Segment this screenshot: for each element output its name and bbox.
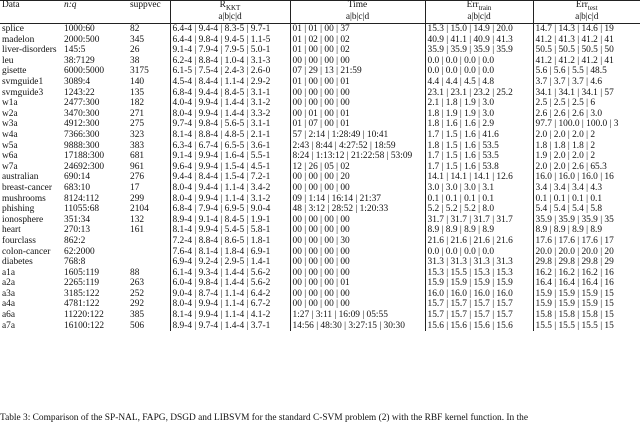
- cell-suppvec: 82: [130, 24, 140, 35]
- cell-nq: 1243:22: [64, 87, 95, 98]
- cell-data: fourclass: [2, 235, 36, 246]
- cell-nq: 38:7129: [64, 55, 95, 66]
- cell-suppvec: 17: [130, 182, 140, 193]
- table-row: [0, 35, 640, 46]
- cell-suppvec: 383: [130, 140, 145, 151]
- cell-err-train: 0.0 | 0.0 | 0.0 | 0.0: [425, 246, 533, 257]
- cell-suppvec: 252: [130, 288, 145, 299]
- cell-rkkt: 6.8-4 | 7.9-4 | 6.9-5 | 9.0-4: [170, 204, 290, 215]
- cell-err-test: 41.2 | 41.2 | 41.2 | 41: [533, 56, 640, 67]
- cell-err-train: 31.7 | 31.7 | 31.7 | 31.7: [425, 215, 533, 226]
- cell-err-train: 1.7 | 1.5 | 1.6 | 53.8: [425, 162, 533, 173]
- table-row: [0, 310, 640, 321]
- cell-err-test: 41.2 | 41.3 | 41.2 | 41: [533, 35, 640, 46]
- cell-time: 00 | 00 | 00 | 00: [290, 257, 425, 268]
- cell-err-test: 0.1 | 0.1 | 0.1 | 0.1: [533, 194, 640, 205]
- header-nq: n:q: [64, 0, 77, 11]
- cell-nq: 11055:68: [64, 204, 100, 215]
- cell-suppvec: 88: [130, 267, 140, 278]
- cell-rkkt: 9.1-4 | 9.9-4 | 1.6-4 | 5.5-1: [170, 151, 290, 162]
- table-row: [0, 246, 640, 257]
- cell-time: 00 | 00 | 00 | 00: [290, 88, 425, 99]
- header-err-test: Err$_{test}$: [533, 0, 640, 11]
- cell-err-train: 5.2 | 5.2 | 5.2 | 8.0: [425, 204, 533, 215]
- cell-err-test: 3.4 | 3.4 | 3.4 | 4.3: [533, 183, 640, 194]
- cell-time: 00 | 00 | 00 | 00: [290, 183, 425, 194]
- cell-err-test: 15.9 | 15.9 | 15.9 | 15: [533, 289, 640, 300]
- cell-nq: 62:2000: [64, 246, 95, 257]
- cell-err-test: 3.7 | 3.7 | 3.7 | 4.6: [533, 77, 640, 88]
- cell-err-train: 15.6 | 15.6 | 15.6 | 15.6: [425, 321, 533, 332]
- cell-rkkt: 6.1-5 | 7.5-4 | 2.4-3 | 2.6-0: [170, 66, 290, 77]
- cell-rkkt: 4.0-4 | 9.9-4 | 1.4-4 | 3.1-2: [170, 98, 290, 109]
- table-row: [0, 257, 640, 268]
- cell-time: 1:27 | 3:11 | 16:09 | 05:55: [290, 310, 425, 321]
- cell-nq: 270:13: [64, 225, 91, 236]
- cell-rkkt: 6.2-4 | 8.8-4 | 1.0-4 | 3.1-3: [170, 56, 290, 67]
- cell-time: 12 | 26 | 05 | 02: [290, 162, 425, 173]
- cell-err-test: 15.9 | 15.9 | 15.9 | 15: [533, 299, 640, 310]
- cell-err-train: 8.9 | 8.9 | 8.9 | 8.9: [425, 225, 533, 236]
- cell-rkkt: 9.4-4 | 8.4-4 | 1.5-4 | 7.2-1: [170, 172, 290, 183]
- cell-err-test: 5.4 | 5.4 | 5.4 | 5.8: [533, 204, 640, 215]
- cell-rkkt: 8.1-4 | 9.9-4 | 1.1-4 | 4.1-2: [170, 310, 290, 321]
- cell-rkkt: 8.1-4 | 9.9-4 | 5.4-5 | 5.8-1: [170, 225, 290, 236]
- cell-suppvec: 26: [130, 45, 140, 56]
- cell-err-train: 21.6 | 21.6 | 21.6 | 21.6: [425, 236, 533, 247]
- subheader-time: a|b|c|d: [290, 11, 425, 24]
- cell-err-test: 15.8 | 15.8 | 15.8 | 15: [533, 310, 640, 321]
- cell-rkkt: 6.9-4 | 9.2-4 | 2.9-5 | 1.4-1: [170, 257, 290, 268]
- cell-suppvec: 271: [130, 108, 145, 119]
- header-rkkt: $R_{KKT}$: [170, 0, 290, 11]
- cell-suppvec: 161: [130, 225, 145, 236]
- cell-data: a3a: [2, 288, 16, 299]
- cell-err-train: 16.0 | 16.0 | 16.0 | 16.0: [425, 289, 533, 300]
- cell-rkkt: 8.0-4 | 9.9-4 | 1.1-4 | 6.7-2: [170, 299, 290, 310]
- cell-nq: 17188:300: [64, 151, 105, 162]
- table-row: [0, 194, 640, 205]
- cell-time: 00 | 00 | 00 | 00: [290, 268, 425, 279]
- cell-nq: 683:10: [64, 182, 91, 193]
- table-row: [0, 56, 640, 67]
- header-err-train: Err$_{train}$: [425, 0, 533, 11]
- table-row: [0, 299, 640, 310]
- cell-rkkt: 8.9-4 | 9.1-4 | 8.4-5 | 1.9-1: [170, 215, 290, 226]
- cell-nq: 7366:300: [64, 129, 100, 140]
- cell-err-test: 97.7 | 100.0 | 100.0 | 3: [533, 119, 640, 130]
- cell-err-test: 16.4 | 16.4 | 16.4 | 16: [533, 278, 640, 289]
- cell-rkkt: 9.0-4 | 8.7-4 | 1.1-4 | 6.4-2: [170, 289, 290, 300]
- cell-err-train: 1.8 | 1.6 | 1.6 | 2.9: [425, 119, 533, 130]
- table-row: [0, 141, 640, 152]
- cell-nq: 1000:60: [64, 24, 95, 35]
- cell-time: 00 | 00 | 00 | 00: [290, 215, 425, 226]
- cell-err-test: 1.9 | 2.0 | 2.0 | 2: [533, 151, 640, 162]
- cell-data: australian: [2, 172, 39, 183]
- cell-nq: 351:34: [64, 214, 91, 225]
- cell-err-train: 15.3 | 15.5 | 15.3 | 15.3: [425, 268, 533, 279]
- cell-data: w7a: [2, 161, 18, 172]
- cell-suppvec: 323: [130, 129, 145, 140]
- header-row: [0, 0, 640, 11]
- cell-err-test: 2.6 | 2.6 | 2.6 | 3.0: [533, 109, 640, 120]
- cell-err-test: 8.9 | 8.9 | 8.9 | 8.9: [533, 225, 640, 236]
- cell-err-train: 15.7 | 15.7 | 15.7 | 15.7: [425, 299, 533, 310]
- cell-time: 00 | 00 | 00 | 00: [290, 299, 425, 310]
- table-row: [0, 183, 640, 194]
- cell-err-test: 2.0 | 2.0 | 2.6 | 65.3: [533, 162, 640, 173]
- table-row: [0, 278, 640, 289]
- cell-suppvec: 506: [130, 320, 145, 331]
- table-row: [0, 289, 640, 300]
- cell-data: gisette: [2, 66, 27, 77]
- cell-data: ionosphere: [2, 214, 44, 225]
- cell-data: diabetes: [2, 257, 33, 268]
- cell-nq: 16100:122: [64, 320, 105, 331]
- cell-nq: 4781:122: [64, 299, 100, 310]
- cell-data: a6a: [2, 310, 16, 321]
- cell-err-test: 5.6 | 5.6 | 5.5 | 48.5: [533, 66, 640, 77]
- cell-suppvec: [128, 257, 170, 268]
- cell-nq: 1605:119: [64, 267, 100, 278]
- header-data: Data: [2, 0, 20, 11]
- cell-err-test: 34.1 | 34.1 | 34.1 | 57: [533, 88, 640, 99]
- table-row: [0, 236, 640, 247]
- header-time: Time: [290, 0, 425, 11]
- cell-suppvec: 292: [130, 299, 145, 310]
- cell-err-train: 2.1 | 1.8 | 1.9 | 3.0: [425, 98, 533, 109]
- cell-nq: 11220:122: [64, 310, 104, 321]
- cell-nq: 768:8: [64, 257, 86, 268]
- cell-data: mushrooms: [2, 193, 46, 204]
- cell-data: w1a: [2, 98, 18, 109]
- cell-suppvec: 135: [130, 87, 145, 98]
- cell-rkkt: 6.4-4 | 9.8-4 | 9.4-5 | 1.1-5: [170, 35, 290, 46]
- table-row: [0, 77, 640, 88]
- cell-err-train: 1.8 | 1.5 | 1.6 | 53.5: [425, 141, 533, 152]
- cell-rkkt: 9.1-4 | 7.9-4 | 7.9-5 | 5.0-1: [170, 45, 290, 56]
- cell-suppvec: 681: [130, 151, 145, 162]
- cell-suppvec: 132: [130, 214, 145, 225]
- cell-err-train: 14.1 | 14.1 | 14.1 | 12.6: [425, 172, 533, 183]
- cell-nq: 2477:300: [64, 98, 100, 109]
- table-caption: Table 3: Comparison of the SP-NAL, FAPG, DSGD and LIBSVM for the standard C-SVM problem (2) with the RBF kernel function. In the: [0, 413, 529, 423]
- cell-data: w3a: [2, 119, 18, 130]
- cell-nq: 145:5: [64, 45, 86, 56]
- cell-rkkt: 6.8-4 | 9.4-4 | 8.4-5 | 3.1-1: [170, 88, 290, 99]
- cell-time: 00 | 00 | 00 | 20: [290, 172, 425, 183]
- cell-data: w5a: [2, 140, 18, 151]
- cell-nq: 690:14: [64, 172, 91, 183]
- cell-err-test: 29.8 | 29.8 | 29.8 | 29: [533, 257, 640, 268]
- cell-data: svmguide3: [2, 87, 44, 98]
- cell-data: a2a: [2, 278, 16, 289]
- cell-data: heart: [2, 225, 21, 236]
- cell-err-test: 1.8 | 1.8 | 1.8 | 2: [533, 141, 640, 152]
- cell-data: splice: [2, 24, 24, 35]
- subheader-rkkt: a|b|c|d: [170, 11, 290, 24]
- cell-nq: 6000:5000: [64, 66, 105, 77]
- table-row: [0, 98, 640, 109]
- cell-data: leu: [2, 55, 14, 66]
- cell-time: 00 | 00 | 00 | 30: [290, 236, 425, 247]
- cell-rkkt: 7.6-4 | 8.1-4 | 1.8-4 | 6.9-1: [170, 246, 290, 257]
- cell-err-train: 31.3 | 31.3 | 31.3 | 31.3: [425, 257, 533, 268]
- cell-nq: 3185:122: [64, 288, 100, 299]
- cell-time: 00 | 01 | 00 | 01: [290, 109, 425, 120]
- table-row: [0, 151, 640, 162]
- cell-err-test: 16.0 | 16.0 | 16.0 | 16: [533, 172, 640, 183]
- cell-err-test: 14.7 | 14.3 | 14.6 | 19: [533, 24, 640, 35]
- cell-time: 14:56 | 48:30 | 3:27:15 | 30:30: [290, 321, 425, 332]
- subheader-err-train: a|b|c|d: [425, 11, 533, 24]
- cell-err-train: 4.4 | 4.4 | 4.5 | 4.8: [425, 77, 533, 88]
- cell-rkkt: 6.3-4 | 6.7-4 | 6.5-5 | 3.6-1: [170, 141, 290, 152]
- cell-rkkt: 8.9-4 | 9.7-4 | 1.4-4 | 3.7-1: [170, 321, 290, 332]
- cell-time: 2:43 | 8:44 | 4:27:52 | 18:59: [290, 141, 425, 152]
- cell-err-train: 1.7 | 1.5 | 1.6 | 41.6: [425, 130, 533, 141]
- cell-err-train: 23.1 | 23.1 | 23.2 | 25.2: [425, 88, 533, 99]
- cell-nq: 862:2: [64, 235, 86, 246]
- cell-time: 01 | 01 | 00 | 37: [290, 24, 425, 35]
- cell-err-test: 16.2 | 16.2 | 16.2 | 16: [533, 268, 640, 279]
- cell-suppvec: [128, 246, 170, 257]
- cell-rkkt: 9.6-4 | 9.9-4 | 1.5-4 | 4.5-1: [170, 162, 290, 173]
- table-row: [0, 119, 640, 130]
- cell-err-train: 40.9 | 41.1 | 40.9 | 41.3: [425, 35, 533, 46]
- cell-nq: 3470:300: [64, 108, 100, 119]
- cell-data: w4a: [2, 129, 18, 140]
- cell-time: 01 | 02 | 00 | 02: [290, 35, 425, 46]
- cell-suppvec: 263: [130, 278, 145, 289]
- cell-suppvec: 2104: [130, 204, 149, 215]
- cell-nq: 3089:4: [64, 77, 91, 88]
- cell-suppvec: 140: [130, 77, 145, 88]
- cell-nq: 24692:300: [64, 161, 105, 172]
- cell-nq: 4912:300: [64, 119, 100, 130]
- cell-time: 01 | 00 | 00 | 02: [290, 45, 425, 56]
- cell-rkkt: 8.0-4 | 9.9-4 | 1.1-4 | 3.1-2: [170, 194, 290, 205]
- cell-rkkt: 4.5-4 | 8.4-4 | 1.1-4 | 2.9-2: [170, 77, 290, 88]
- cell-data: a4a: [2, 299, 16, 310]
- table-row: [0, 215, 640, 226]
- cell-err-train: 15.9 | 15.9 | 15.9 | 15.9: [425, 278, 533, 289]
- cell-err-train: 15.3 | 15.0 | 14.9 | 20.0: [425, 24, 533, 35]
- cell-err-train: 0.0 | 0.0 | 0.0 | 0.0: [425, 56, 533, 67]
- header-suppvec: suppvec: [130, 0, 161, 11]
- cell-err-test: 35.9 | 35.9 | 35.9 | 35: [533, 215, 640, 226]
- cell-suppvec: 961: [130, 161, 145, 172]
- table-row: [0, 225, 640, 236]
- table-row: [0, 172, 640, 183]
- cell-data: liver-disorders: [2, 45, 57, 56]
- cell-suppvec: 276: [130, 172, 145, 183]
- cell-nq: 9888:300: [64, 140, 100, 151]
- cell-suppvec: 275: [130, 119, 145, 130]
- cell-data: a1a: [2, 267, 16, 278]
- cell-time: 00 | 00 | 00 | 00: [290, 225, 425, 236]
- cell-data: a7a: [2, 320, 16, 331]
- cell-time: 09 | 1:14 | 16:14 | 21:37: [290, 194, 425, 205]
- cell-err-train: 0.1 | 0.1 | 0.1 | 0.1: [425, 194, 533, 205]
- cell-data: w2a: [2, 108, 18, 119]
- cell-data: w6a: [2, 151, 18, 162]
- cell-rkkt: 6.0-4 | 9.8-4 | 1.4-4 | 5.6-2: [170, 278, 290, 289]
- cell-time: 00 | 00 | 00 | 01: [290, 278, 425, 289]
- cell-time: 57 | 2:14 | 1:28:49 | 10:41: [290, 130, 425, 141]
- table-row: [0, 24, 640, 35]
- table-row: [0, 88, 640, 99]
- cell-rkkt: 9.7-4 | 9.8-4 | 5.6-5 | 3.1-1: [170, 119, 290, 130]
- cell-rkkt: 8.1-4 | 8.8-4 | 4.8-5 | 2.1-1: [170, 130, 290, 141]
- cell-time: 00 | 00 | 00 | 00: [290, 289, 425, 300]
- cell-err-test: 50.5 | 50.5 | 50.5 | 50: [533, 45, 640, 56]
- cell-suppvec: 345: [130, 34, 145, 45]
- cell-suppvec: [128, 236, 170, 247]
- table-row: [0, 66, 640, 77]
- cell-rkkt: 8.0-4 | 9.9-4 | 1.4-4 | 3.3-2: [170, 109, 290, 120]
- table-row: [0, 130, 640, 141]
- cell-err-train: 35.9 | 35.9 | 35.9 | 35.9: [425, 45, 533, 56]
- cell-rkkt: 6.1-4 | 9.3-4 | 1.4-4 | 5.6-2: [170, 268, 290, 279]
- cell-err-train: 0.0 | 0.0 | 0.0 | 0.0: [425, 66, 533, 77]
- cell-err-train: 1.7 | 1.5 | 1.6 | 53.5: [425, 151, 533, 162]
- cell-data: phishing: [2, 204, 35, 215]
- cell-time: 07 | 29 | 13 | 21:59: [290, 66, 425, 77]
- table-row: [0, 204, 640, 215]
- table-row: [0, 162, 640, 173]
- cell-suppvec: 38: [130, 55, 140, 66]
- subheader-row: [0, 11, 640, 24]
- cell-err-test: 17.6 | 17.6 | 17.6 | 17: [533, 236, 640, 247]
- cell-data: svmguide1: [2, 77, 44, 88]
- table-row: [0, 45, 640, 56]
- cell-time: 01 | 00 | 00 | 01: [290, 77, 425, 88]
- table-row: [0, 109, 640, 120]
- table-row: [0, 268, 640, 279]
- cell-err-test: 20.0 | 20.0 | 20.0 | 20: [533, 246, 640, 257]
- cell-err-test: 2.5 | 2.5 | 2.5 | 6: [533, 98, 640, 109]
- cell-nq: 2000:500: [64, 34, 100, 45]
- cell-rkkt: 7.2-4 | 8.8-4 | 8.6-5 | 1.8-1: [170, 236, 290, 247]
- cell-time: 00 | 00 | 00 | 00: [290, 56, 425, 67]
- cell-data: madelon: [2, 34, 35, 45]
- cell-err-test: 15.5 | 15.5 | 15.5 | 15: [533, 321, 640, 332]
- subheader-err-test: a|b|c|d: [533, 11, 640, 24]
- cell-suppvec: 182: [130, 98, 145, 109]
- cell-time: 48 | 3:12 | 28:52 | 1:20:33: [290, 204, 425, 215]
- cell-err-test: 2.0 | 2.0 | 2.0 | 2: [533, 130, 640, 141]
- cell-suppvec: 299: [130, 193, 145, 204]
- cell-time: 01 | 07 | 00 | 01: [290, 119, 425, 130]
- cell-err-train: 3.0 | 3.0 | 3.0 | 3.1: [425, 183, 533, 194]
- cell-time: 00 | 00 | 00 | 00: [290, 246, 425, 257]
- cell-err-train: 15.7 | 15.7 | 15.7 | 15.7: [425, 310, 533, 321]
- cell-data: breast-cancer: [2, 182, 52, 193]
- table-row: [0, 321, 640, 332]
- cell-time: 00 | 00 | 00 | 00: [290, 98, 425, 109]
- cell-nq: 2265:119: [64, 278, 100, 289]
- cell-rkkt: 8.0-4 | 9.4-4 | 1.1-4 | 3.4-2: [170, 183, 290, 194]
- cell-data: colon-cancer: [2, 246, 51, 257]
- cell-suppvec: 385: [130, 310, 145, 321]
- cell-err-train: 1.8 | 1.9 | 1.9 | 3.0: [425, 109, 533, 120]
- cell-rkkt: 6.4-4 | 9.4-4 | 8.3-5 | 9.7-1: [170, 24, 290, 35]
- cell-nq: 8124:112: [64, 193, 100, 204]
- cell-suppvec: 3175: [130, 66, 149, 77]
- cell-time: 8:24 | 1:13:12 | 21:22:58 | 53:09: [290, 151, 425, 162]
